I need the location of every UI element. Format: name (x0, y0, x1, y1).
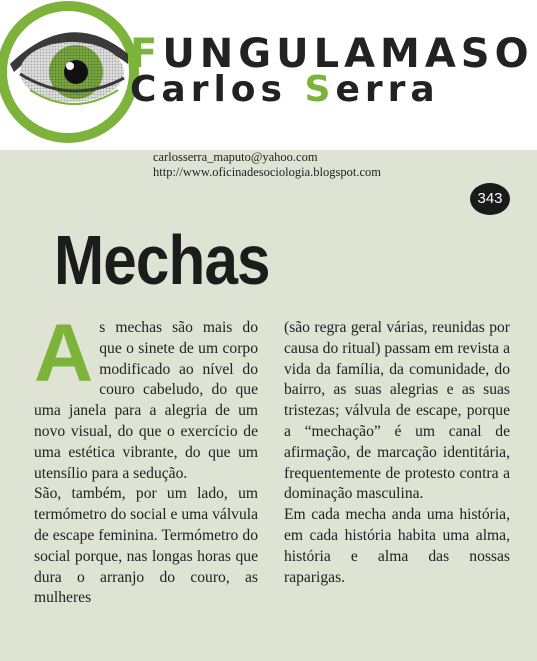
paragraph: São, também, por um lado, um termómetro do social e uma válvula de escape feminina. Termómetro do social porque, nas longas horas que dura o arranjo do couro, as mulheres (34, 485, 258, 607)
author-name (130, 69, 440, 110)
paragraph: s mechas são mais do que o sinete de um corpo modificado ao nível do couro cabeludo, do que uma janela para a alegria de um novo visual, do que o exercício de uma estética vibrante, do que um utensílio para a sedução. (34, 319, 258, 482)
contact-info (153, 150, 381, 180)
article-title: Mechas (54, 221, 270, 299)
brand-name-rest: UNGULAMASO (162, 31, 534, 77)
brand-initial: F (130, 31, 163, 77)
author-first-name: Carlos (130, 69, 305, 110)
contact-url[interactable]: http://www.oficinadesociologia.blogspot.com (153, 165, 381, 179)
brand-name (130, 31, 534, 77)
eye-icon (0, 0, 140, 150)
author-initial: S (304, 69, 336, 110)
paragraph: Em cada mecha anda uma história, em cada história habita uma alma, história e alma das nossas raparigas. (284, 506, 510, 586)
author-last-name-rest: erra (335, 69, 440, 110)
article-column-1 (34, 308, 258, 609)
paragraph: (são regra geral várias, reunidas por causa do ritual) passam em revista a vida da família, da comunidade, do bairro, as suas alegrias e as suas tristezas; válvula de escape, porque a “mechação” é um canal de afirmação, de marcação identitária, frequentemente de protesto contra a dominação masculina. (284, 319, 510, 503)
drop-cap: A (34, 308, 94, 399)
article-column-2 (284, 318, 510, 588)
contact-email[interactable]: carlosserra_maputo@yahoo.com (153, 150, 318, 164)
issue-number-badge: 343 (470, 183, 510, 215)
header (0, 0, 537, 150)
